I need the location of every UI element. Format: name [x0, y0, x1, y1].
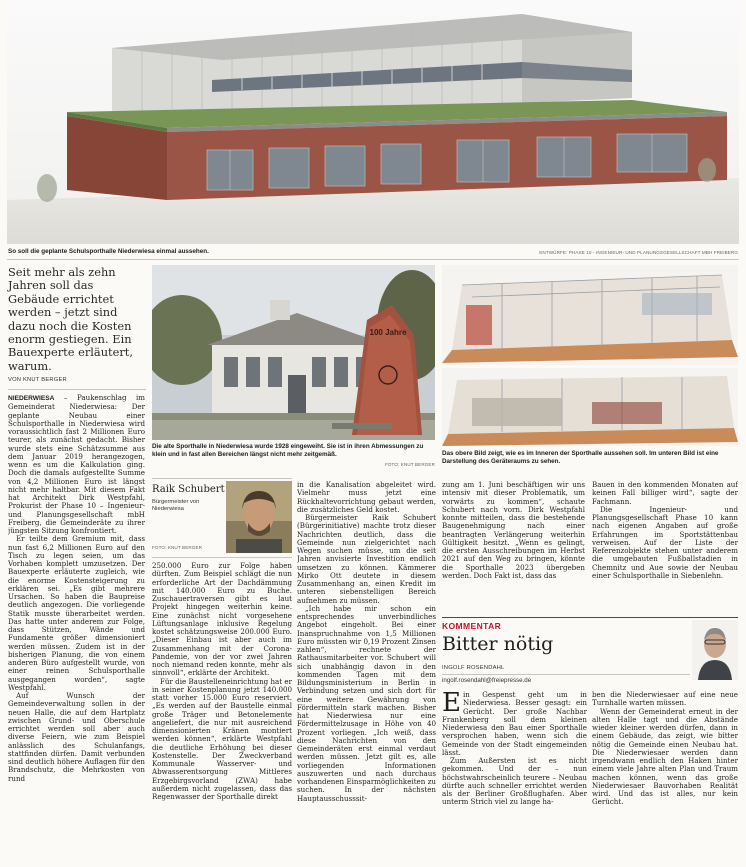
- paragraph: in Gespenst geht um in Niederwiesa. Besser gesagt: ein Gerücht. Der große Nachbar Frankenberg soll dem kleinen Niederwiesa den Bau einer Sporthalle versprochen haben, wenn sich die Gemeinde von der Stadt eingemeinden lässt.: [442, 691, 587, 757]
- comment-column-2: [592, 691, 738, 866]
- stone-inscription: 100 Jahre: [369, 328, 407, 337]
- comment-author-photo: [692, 620, 738, 680]
- sports-hall-rendering: [7, 0, 739, 244]
- interior-rendering-top: [442, 265, 738, 365]
- paragraph: zung am 1. Juni beschäftigen wir uns intensiv mit dieser Problematik, um vorwärts zu kommen“, schaute Schubert nach vorn. Dirk Westpfahl konnte mitteilen, dass die bestehende Baugenehmigung nach einer beantragten Verlängerung weiterhin Gültigkeit besitzt. „Wenn es gelingt, die ersten Ausschreibungen im Herbst 2021 auf den Weg zu bringen, könnte die Sporthalle 2023 übergeben werden. Doch Fakt ist, dass das: [442, 481, 585, 580]
- interior-rendering-bottom: [442, 368, 738, 446]
- article-intro: Seit mehr als zehn Jahren soll das Gebäude errichtet werden – jetzt sind dazu noch die Kosten enorm gestiegen. Ein Bauexperte erläutert, warum.: [8, 265, 133, 373]
- comment-rule-mid: [442, 674, 690, 675]
- profile-photo: [226, 481, 292, 553]
- comment-author: INGOLF ROSENDAHL: [442, 665, 505, 671]
- paragraph: Wenn der Gemeinderat erneut in der alten Halle tagt und die Abstände wieder kleiner werden dürfen, dann in einem Gebäude, das zeigt, wie bitter nötig die Gemeinde einen Neubau hat. Die Niederwiesaer werden dann irgendwann endlich den Haken hinter einem viele Jahre alten Plan und Traum machen können, wenn das große Niederwiesaer Bauvorhaben Realität wird. Und das ist alles, nur kein Gerücht.: [592, 706, 738, 807]
- paragraph: – Paukenschlag im Gemeinderat Niederwiesa: Der geplante Neubau einer Schulsporthalle in Niederwiesa wird voraussichtlich fast 2 Millionen Euro teurer, als zunächst gedacht. Bisher wurde stets eine Schätzsumme aus dem Januar 2019 herangezogen, wenn es um die Kalkulation ging. Doch die damals aufgestellte Summe von 4,2 Millionen Euro ist längst nicht mehr haltbar. Mit diesem Fakt hat Architekt Dirk Westpfahl, Prokurist der Phase 10 – Ingenieur- und Planungsgesellschaft mbH Freiberg, die Gemeinderäte zu ihrer jüngsten Sitzung konfrontiert.: [8, 394, 145, 535]
- article-column-2: [152, 562, 292, 866]
- hero-rendering: [7, 0, 739, 244]
- paragraph: Auf Wunsch der Gemeindeverwaltung sollen in der neuen Halle, die auf dem Hartplatz zwischen Grund- und Oberschule errichtet werden soll aber auch diverse Feiern, wie zum Beispiel anlässlich des Schulanfangs, stattfinden dürfen. Damit verbunden sind deutlich höhere Auflagen für den Brandschutz, die Mehrkosten von rund: [8, 691, 145, 783]
- comment-rule-top: [442, 617, 738, 618]
- mayor-portrait: [226, 481, 292, 553]
- article-column-1: [8, 394, 145, 866]
- comment-label: KOMMENTAR: [442, 621, 502, 631]
- paragraph: „Ich habe mir schon ein entsprechendes unverbindliches Angebot eingeholt. Bei einer Inanspruchnahme von 1,5 Millionen Euro müssten wir 0,19 Prozent Zinsen zahlen“, rechnete der Rathausmitarbeiter vor. Schubert will sich unabhängig davon in den kommenden Tagen mit dem Bildungsministerium in Berlin in Verbindung setzen und sich dort für eine weitere Gewährung von Fördermitteln stark machen. Bisher hat Niederwiesa nur eine Fördermittelzusage in Höhe von 40 Prozent vorliegen. „Ich weiß, dass diese Nachrichten von den Gemeinderäten erst einmal verdaut werden müssen. Jetzt gilt es, alle vorliegenden Informationen auszuwerten und nach durchaus vorhandenen Einsparmöglichkeiten zu suchen. In der nächsten Hauptausschusssit-: [297, 603, 436, 803]
- comment-email[interactable]: ingolf.rosendahl@freiepresse.de: [442, 677, 532, 684]
- paragraph: Die Ingenieur- und Planungsgesellschaft Phase 10 kann nach eigenen Angaben auf große Erfahrungen im Sportstättenbau verweisen. Auf der Liste der Referenzobjekte stehen unter anderem die umgebauten Fußballstadien in Chemnitz und Aue sowie der Neubau einer Schulsporthalle in Siebenlehn.: [592, 504, 738, 580]
- paragraph: 250.000 Euro zur Folge haben dürften. Zum Beispiel schlägt die nun erforderliche Art der Dachdämmung mit 140.000 Euro zu Buche. Zuschauertraversen gibt es laut Projekt hingegen weiterhin keine. Eine zunächst nicht vorgesehene Lüftungsanlage inklusive Regelung kostet schätzungsweise 200.000 Euro. „Dieser Einbau ist aber auch im Zusammenhang mit der Corona-Pandemie, von der vor zwei Jahren noch niemand reden konnte, mehr als sinnvoll“, erklärte der Architekt.: [152, 562, 292, 678]
- old-hall-image: [152, 265, 435, 440]
- profile-role: Bürgermeister von Niederwiesa: [152, 499, 200, 512]
- comment-title: Bitter nötig: [442, 633, 554, 655]
- paragraph: ben die Niederwiesaer auf eine neue Turnhalle warten müssen.: [592, 691, 738, 708]
- hero-caption: So soll die geplante Schulsporthalle Niederwiesa einmal aussehen.: [8, 248, 209, 255]
- byline: VON KNUT BERGER: [8, 377, 67, 383]
- old-hall-credit: FOTO: KNUT BERGER: [384, 462, 435, 467]
- interior-hall-image: [442, 265, 738, 365]
- interior-caption: Das obere Bild zeigt, wie es im Inneren der Sporthalle aussehen soll. Im unteren Bild ist eine Darstellung des Geräteraums zu sehen.: [442, 450, 719, 465]
- profile-rule: [152, 478, 292, 479]
- profile-credit: FOTO: KNUT BERGER: [152, 545, 203, 550]
- profile-rule-bottom: [152, 557, 292, 558]
- paragraph: Bauen in den kommenden Monaten auf keinen Fall billiger wird“, sagte der Fachmann.: [592, 481, 738, 506]
- old-hall-caption: Die alte Sporthalle in Niederwiesa wurde 1928 eingeweiht. Sie ist in ihren Abmessungen zu klein und in fast allen Bereichen längst nicht mehr zeitgemäß.: [152, 443, 424, 458]
- profile-name: Raik Schubert: [152, 484, 225, 495]
- article-column-3: [297, 481, 436, 866]
- comment-column-1: [442, 691, 587, 866]
- hero-rule: [7, 259, 739, 260]
- paragraph: Er teilte dem Gremium mit, dass nun fast 6,2 Millionen Euro auf den Tisch zu legen seien, um das Vorhaben komplett umzusetzen. Der Bauexperte erläuterte zugleich, wie die enorme Kostensteigerung zu erklären sei. „Es gibt mehrere Ursachen. So haben die Baupreise deutlich angezogen. Die vorliegende Statik musste überarbeitet werden. Das hatte unter anderem zur Folge, dass Stützen, Wände und Fundamente größer dimensioniert werden müssen. Zudem ist in der bisherigen Planung, die von einem anderen Büro aufgestellt wurde, von einer reinen Schulsporthalle ausgegangen worden“, sagte Westpfahl.: [8, 534, 145, 692]
- paragraph: Für die Baustelleneinrichtung hat er in seiner Kostenplanung jetzt 140.000 statt vorher 15.000 Euro reserviert. „Es werden auf der Baustelle einmal große Träger und Betonelemente angeliefert, die nur mit ausreichend dimensionierten Kränen montiert werden können“, erklärte Westpfahl die deutliche Erhöhung bei dieser Kostenstelle. Der Zweckverband Kommunale Wasserver- und Abwasserentsorgung Mittleres Erzgebirgsvorland (ZWA) habe außerdem nicht zugelassen, dass das Regenwasser der Sporthalle direkt: [152, 676, 292, 801]
- author-portrait: [692, 620, 738, 680]
- byline-rule: [8, 389, 146, 390]
- equipment-room-image: [442, 368, 738, 446]
- paragraph: in die Kanalisation abgeleitet wird. Vielmehr muss jetzt eine Rückhaltevorrichtung gebaut werden, die zusätzliches Geld kostet.: [297, 481, 436, 514]
- drop-cap: E: [442, 691, 461, 718]
- article-column-5: [592, 481, 738, 613]
- paragraph: Bürgermeister Raik Schubert (Bürgerinitiative) machte trotz dieser Nachrichten deutlich, dass die Gemeinde nun zielgerichtet nach Wegen suchen müsse, um die seit Jahren anvisierte Investition endlich umsetzen zu können. Kämmerer Mirko Ott deutete in diesem Zusammenhang an, einen Kredit im unteren siebenstelligen Bereich aufnehmen zu müssen.: [297, 513, 436, 605]
- hero-credit: ENTWÜRFE: PHASE 10 - INGENIEUR- UND PLANUNGSGESELLSCHAFT MBH FREIBERG: [539, 250, 738, 255]
- article-column-4: [442, 481, 585, 613]
- old-hall-photo: [152, 265, 435, 440]
- dateline: NIEDERWIESA: [8, 395, 55, 402]
- paragraph: Zum Außersten ist es nicht gekommen. Und der – nun höchstwahrscheinlich teurere – Neubau dürfte auch schneller errichtet werden als der Berliner Großflughafen. Aber unterm Strich viel zu lange ha-: [442, 756, 587, 807]
